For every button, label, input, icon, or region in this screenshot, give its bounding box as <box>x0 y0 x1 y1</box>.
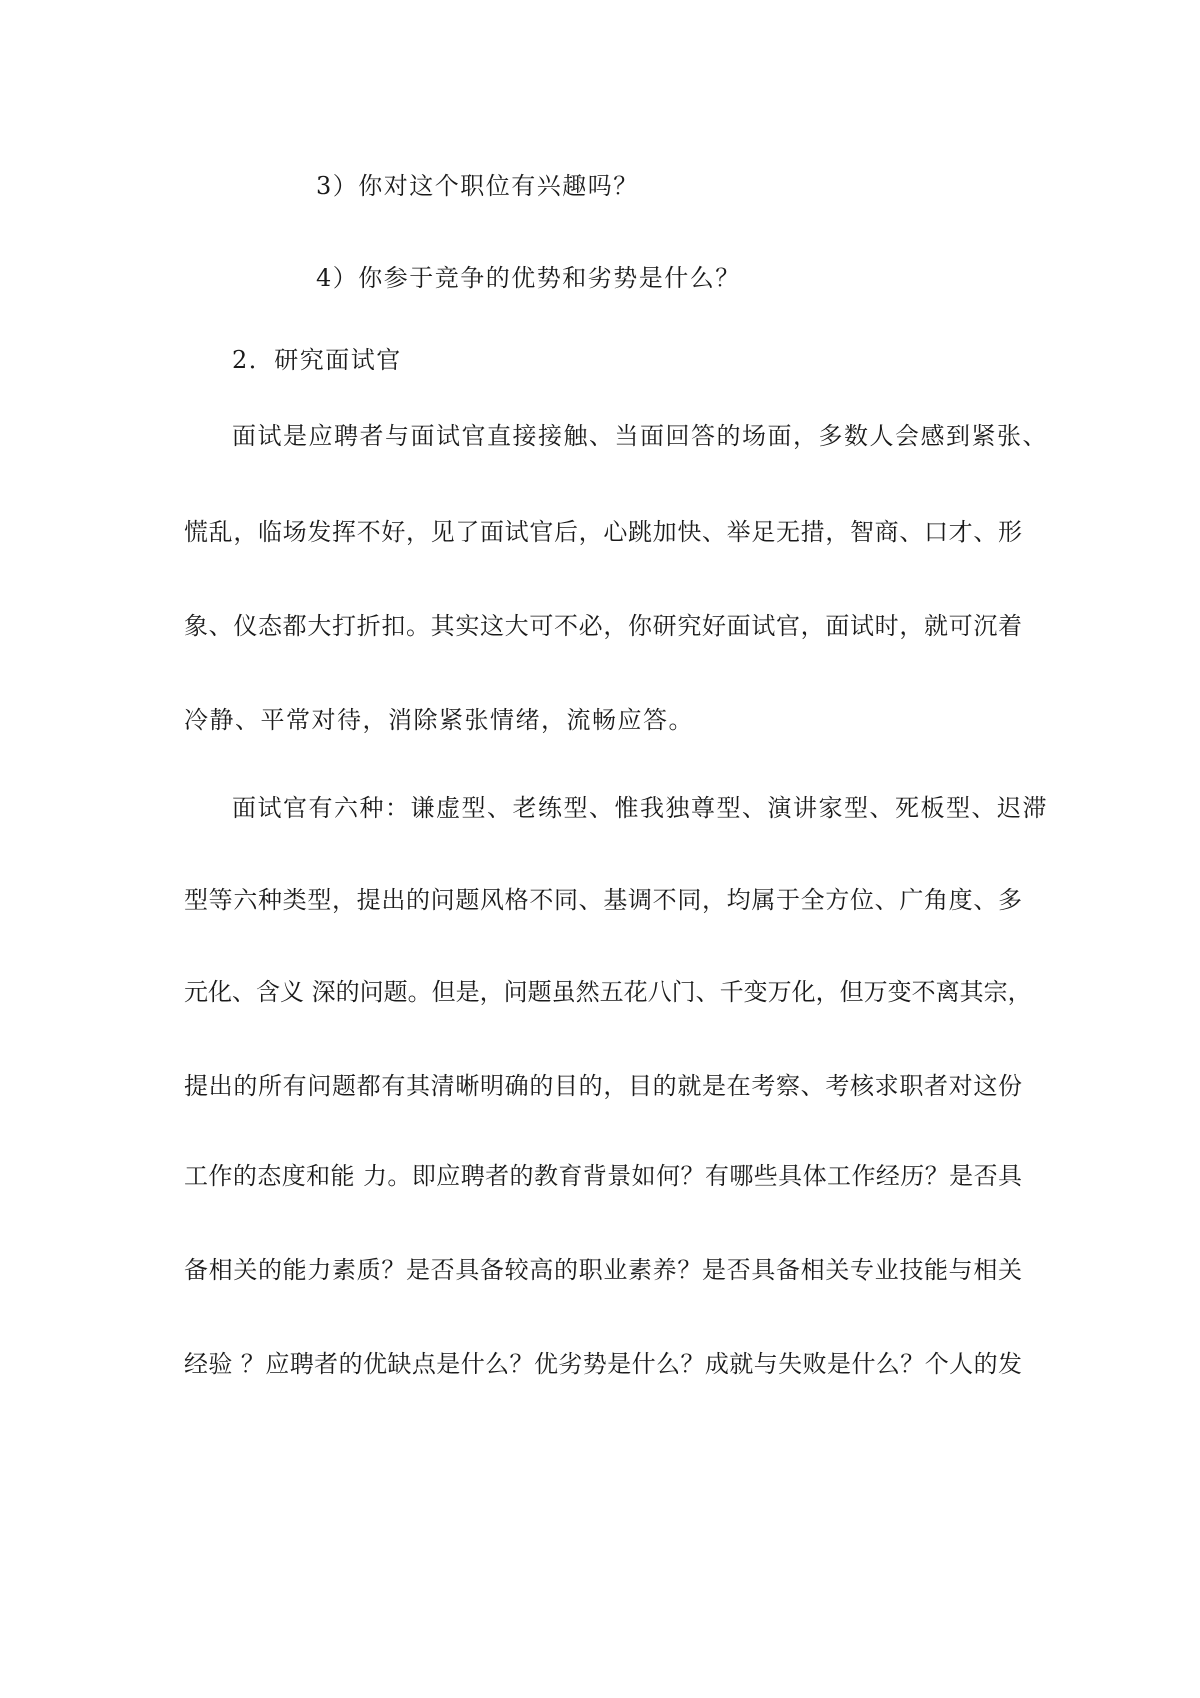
list-item-4: 4）你参于竞争的优势和劣势是什么？ <box>316 264 741 292</box>
paragraph-2-line-6: 备相关的能力素质？是否具备较高的职业素养？是否具备相关专业技能与相关 <box>184 1256 1022 1284</box>
list-item-3: 3）你对这个职位有兴趣吗？ <box>316 172 639 200</box>
paragraph-2-line-3: 元化、含义 深的问题。但是，问题虽然五花八门、千变万化，但万变不离其宗， <box>184 978 1032 1006</box>
paragraph-1-line-3: 象、仪态都大打折扣。其实这大可不必，你研究好面试官，面试时，就可沉着 <box>184 612 1022 640</box>
paragraph-2-line-1: 面试官有六种：谦虚型、老练型、惟我独尊型、演讲家型、死板型、迟滞 <box>232 794 1048 822</box>
section-heading: 2．研究面试官 <box>232 346 402 374</box>
paragraph-2-line-7: 经验 ？应聘者的优缺点是什么？优劣势是什么？成就与失败是什么？个人的发 <box>184 1350 1022 1378</box>
paragraph-2-line-2: 型等六种类型，提出的问题风格不同、基调不同，均属于全方位、广角度、多 <box>184 886 1022 914</box>
paragraph-1-line-1: 面试是应聘者与面试官直接接触、当面回答的场面，多数人会感到紧张、 <box>232 422 1048 450</box>
paragraph-2-line-4: 提出的所有问题都有其清晰明确的目的，目的就是在考察、考核求职者对这份 <box>184 1072 1022 1100</box>
paragraph-1-line-2: 慌乱，临场发挥不好，见了面试官后，心跳加快、举足无措，智商、口才、形 <box>184 518 1022 546</box>
paragraph-2-line-5: 工作的态度和能 力。即应聘者的教育背景如何？有哪些具体工作经历？是否具 <box>184 1162 1022 1190</box>
paragraph-1-line-4: 冷静、平常对待，消除紧张情绪，流畅应答。 <box>184 706 694 734</box>
